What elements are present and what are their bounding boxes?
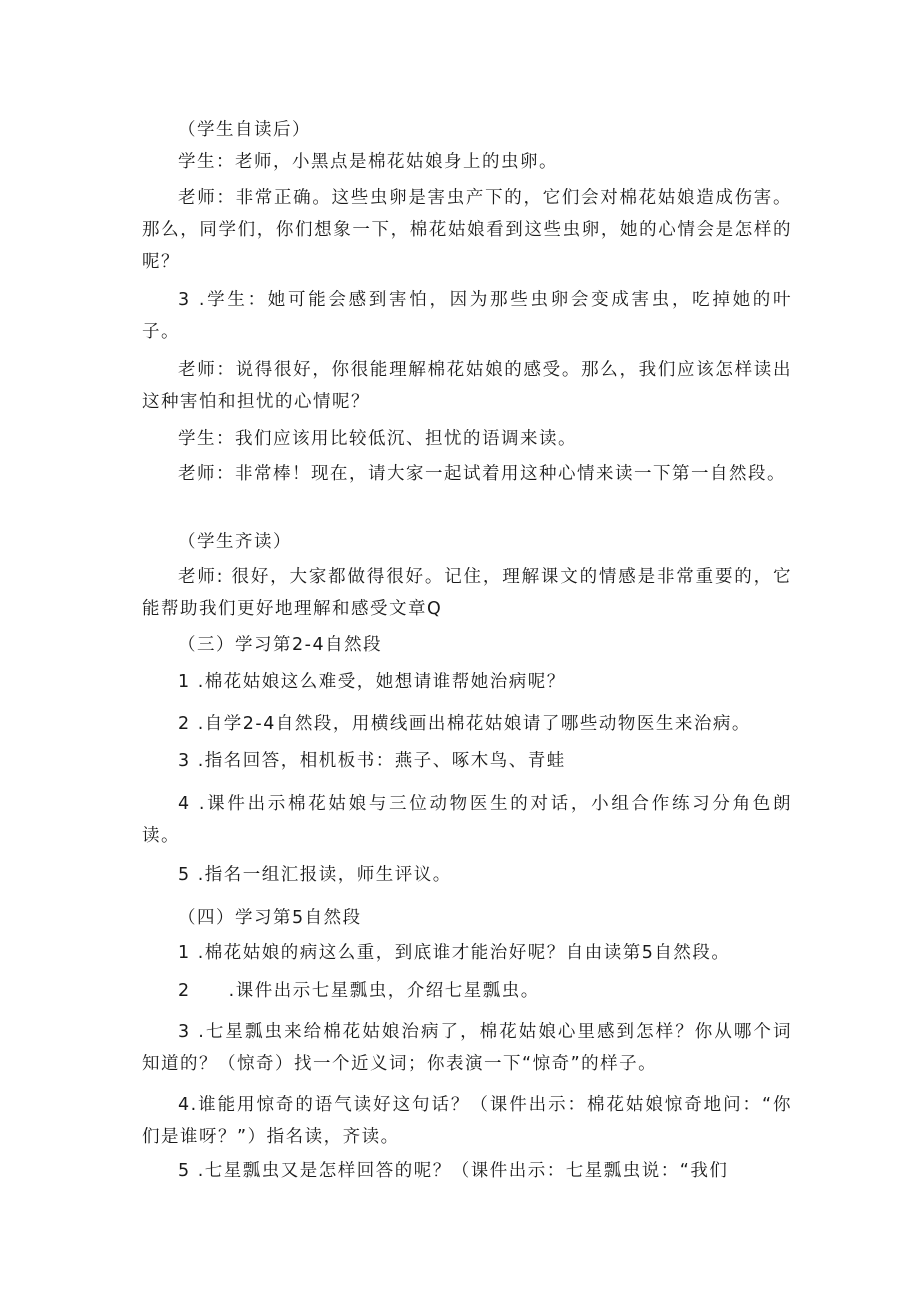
list-item-3-3: 3 .指名回答，相机板书：燕子、啄木鸟、青蛙 — [178, 751, 566, 771]
paragraph-teacher-response-2: 老师：说得很好，你很能理解棉花姑娘的感受。那么，我们应该怎样读出这种害怕和担忧的心情呢？ — [142, 360, 792, 412]
section-heading-3: （三）学习第2-4自然段 — [178, 635, 383, 655]
paragraph-student-answer-3: 学生：我们应该用比较低沉、担忧的语调来读。 — [178, 429, 577, 449]
paragraph-teacher-response-1: 老师：非常正确。这些虫卵是害虫产下的，它们会对棉花姑娘造成伤害。那么，同学们，你们想象一下，棉花姑娘看到这些虫卵，她的心情会是怎样的呢？ — [142, 188, 792, 272]
list-item-3-5: 5 .指名一组汇报读，师生评议。 — [178, 865, 452, 885]
paragraph-student-answer-1: 学生：老师，小黑点是棉花姑娘身上的虫卵。 — [178, 152, 558, 172]
list-item-3-2: 2 .自学2-4自然段，用横线画出棉花姑娘请了哪些动物医生来治病。 — [178, 714, 751, 734]
list-item-4-1: 1 .棉花姑娘的病这么重，到底谁才能治好呢？自由读第5自然段。 — [178, 943, 731, 963]
paragraph-student-answer-2: 3 .学生：她可能会感到害怕，因为那些虫卵会变成害虫，吃掉她的叶子。 — [142, 290, 792, 342]
paragraph-group-reading-note: （学生齐读） — [178, 532, 292, 552]
paragraph-self-reading-note: （学生自读后） — [178, 120, 311, 140]
list-item-3-1: 1 .棉花姑娘这么难受，她想请谁帮她治病呢？ — [178, 672, 566, 692]
paragraph-teacher-summary: 老师: 很好，大家都做得很好。记住，理解课文的情感是非常重要的，它能帮助我们更好地理解和感受文章Q — [142, 567, 792, 619]
list-item-4-3: 3 .七星瓢虫来给棉花姑娘治病了，棉花姑娘心里感到怎样？你从哪个词知道的？（惊奇）找一个近义词；你表演一下“惊奇”的样子。 — [142, 1022, 792, 1074]
list-item-3-4: 4 .课件出示棉花姑娘与三位动物医生的对话，小组合作练习分角色朗读。 — [142, 794, 792, 846]
list-item-4-2: 2 .课件出示七星瓢虫，介绍七星瓢虫。 — [178, 981, 540, 1001]
list-item-4-4: 4.谁能用惊奇的语气读好这句话？（课件出示：棉花姑娘惊奇地问：“你们是谁呀？”）指名读，齐读。 — [142, 1095, 792, 1147]
paragraph-teacher-response-3: 老师：非常棒！现在，请大家一起试着用这种心情来读一下第一自然段。 — [178, 464, 786, 484]
list-item-4-5: 5 .七星瓢虫又是怎样回答的呢？（课件出示：七星瓢虫说：“我们 — [178, 1161, 729, 1181]
section-heading-4: （四）学习第5自然段 — [178, 908, 362, 928]
